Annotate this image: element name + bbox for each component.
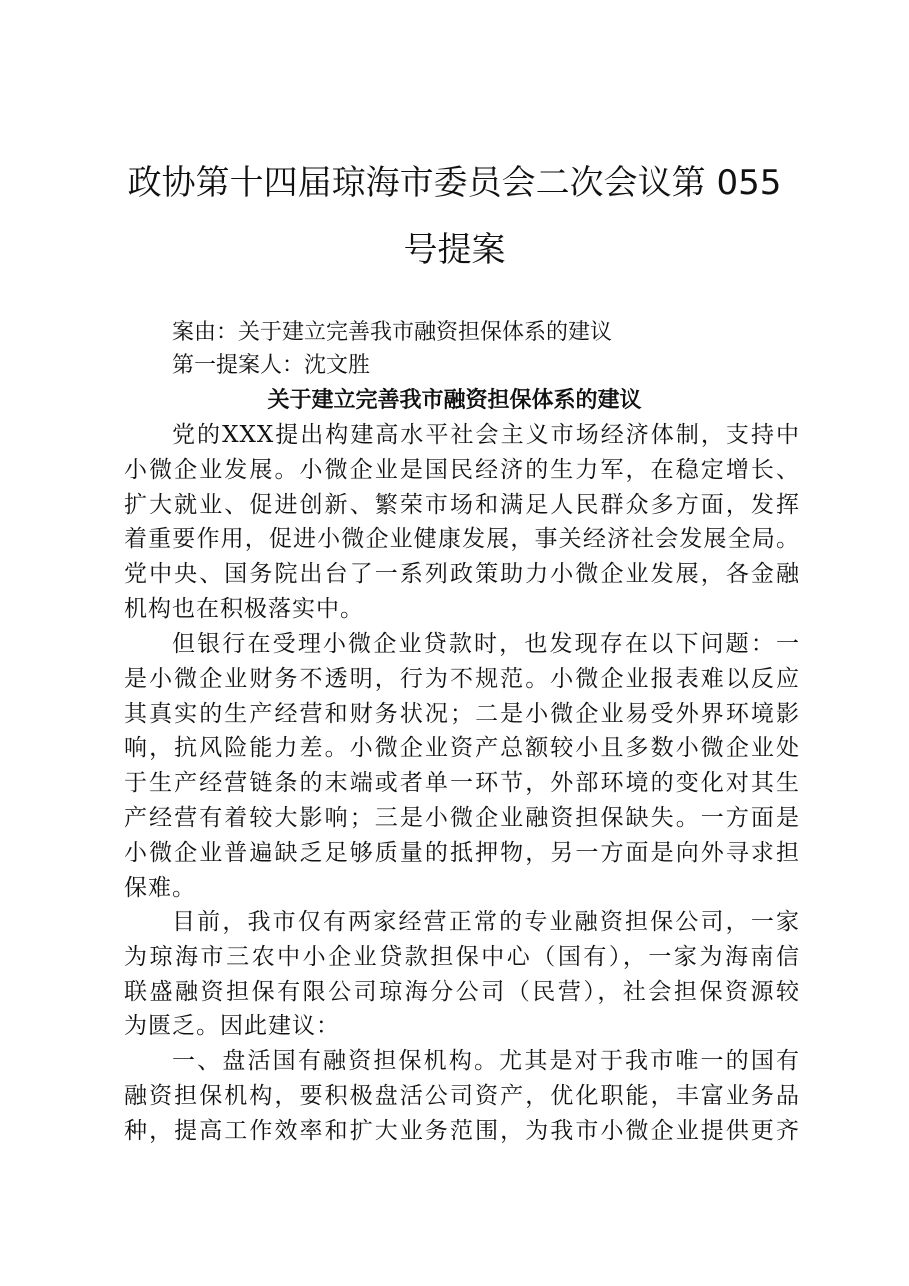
paragraph-2 [124,627,800,905]
paragraph-line: 着重要作用，促进小微企业健康发展，事关经济社会发展全局。 [124,526,800,553]
paragraph-line: 其真实的生产经营和财务状况；二是小微企业易受外界环境影 [124,700,800,727]
paragraph-line: 但银行在受理小微企业贷款时，也发现存在以下问题：一 [172,631,800,657]
paragraph-line: 是小微企业财务不透明，行为不规范。小微企业报表难以反应 [124,665,800,692]
paragraph-line: 响，抗风险能力差。小微企业资产总额较小且多数小微企业处 [124,735,800,762]
paragraph-line: 联盛融资担保有限公司琼海分公司（民营），社会担保资源较 [124,978,800,1005]
paragraph-line: 机构也在积极落实中。 [124,595,364,622]
paragraph-line: 保难。 [124,874,196,901]
paragraph-line: 为琼海市三农中小企业贷款担保中心（国有），一家为海南信 [124,943,800,970]
document-title-line-2: 号提案 [403,230,506,270]
paragraph-1 [124,418,800,627]
paragraph-line: 产经营有着较大影响；三是小微企业融资担保缺失。一方面是 [124,804,800,831]
paragraph-line: 融资担保机构，要积极盘活公司资产，优化职能，丰富业务品 [124,1082,800,1109]
paragraph-line: 于生产经营链条的末端或者单一环节，外部环境的变化对其生 [124,770,800,797]
paragraph-line: 为匮乏。因此建议： [124,1013,340,1040]
first-proposer: 第一提案人：沈文胜 [172,353,371,378]
proposal-subtitle: 关于建立完善我市融资担保体系的建议 [267,387,642,413]
paragraph-line: 种，提高工作效率和扩大业务范围，为我市小微企业提供更齐 [124,1117,800,1144]
document-title-line-1: 政协第十四届琼海市委员会二次会议第 055 [127,163,782,203]
paragraph-4 [124,1044,800,1148]
paragraph-line: 小微企业普遍缺乏足够质量的抵押物，另一方面是向外寻求担 [124,839,800,866]
paragraph-line: 党中央、国务院出台了一系列政策助力小微企业发展，各金融 [124,561,800,588]
paragraph-line: 扩大就业、促进创新、繁荣市场和满足人民群众多方面，发挥 [124,491,800,518]
paragraph-line: 一、盘活国有融资担保机构。尤其是对于我市唯一的国有 [172,1048,800,1074]
paragraph-line: 小微企业发展。小微企业是国民经济的生力军，在稳定增长、 [124,456,800,483]
paragraph-line: 党的XXX提出构建高水平社会主义市场经济体制，支持中 [172,422,800,448]
paragraph-line: 目前，我市仅有两家经营正常的专业融资担保公司，一家 [172,909,800,935]
paragraph-3 [124,905,800,1044]
proposal-cause: 案由：关于建立完善我市融资担保体系的建议 [172,320,613,345]
